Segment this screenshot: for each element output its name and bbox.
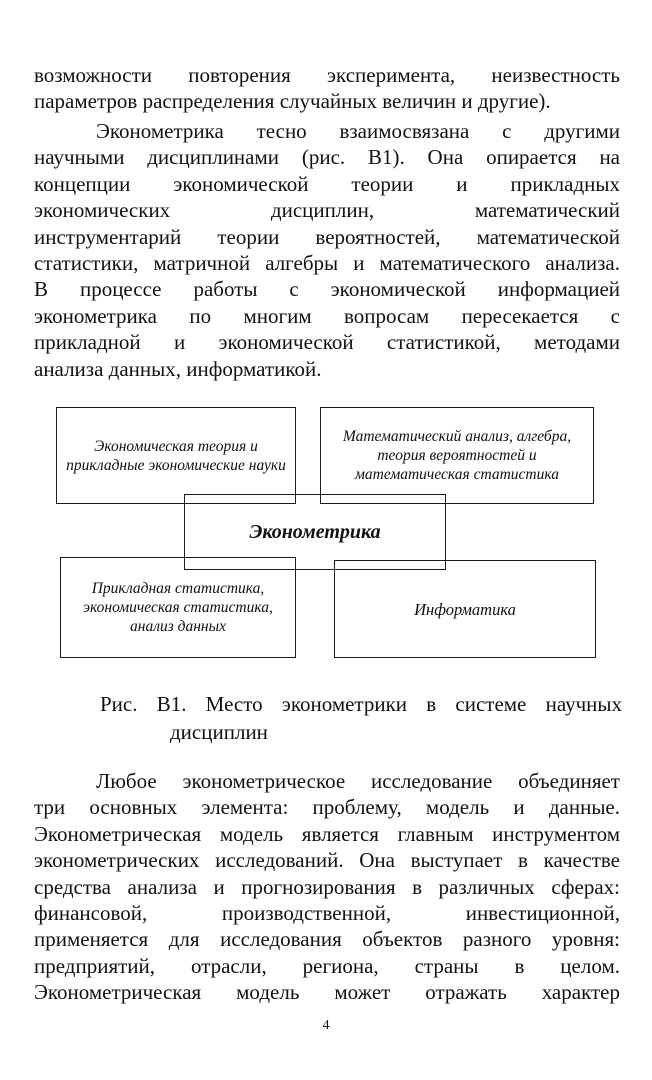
informatics-label: Информатика: [414, 599, 516, 619]
text-line: финансовой, производственной, инвестиционной,: [34, 900, 620, 925]
econometrics-center-box: [184, 494, 446, 570]
text-line: применяется для исследования объектов разного уровня:: [34, 927, 620, 952]
caption-line: Рис. В1. Место эконометрики в системе научных: [100, 692, 622, 716]
text-line: анализа данных, информатикой.: [34, 356, 322, 381]
text-line: эконометрика по многим вопросам пересекается с: [34, 303, 620, 328]
economic-theory-label: Экономическая теория и прикладные экономические науки: [66, 437, 286, 474]
text-line: инструментарий теории вероятностей, математической: [34, 224, 620, 249]
text-line: предприятий, отрасли, региона, страны в целом.: [34, 953, 620, 978]
text-line: возможности повторения эксперимента, неизвестность: [34, 63, 620, 87]
text-line: средства анализа и прогнозирования в различных сферах:: [34, 874, 620, 899]
text-line: Эконометрическая модель может отражать характер: [34, 980, 620, 1005]
figure-caption: [100, 690, 622, 746]
text-line: В процессе работы с экономической информацией: [34, 277, 620, 302]
text-line: статистики, матричной алгебры и математического анализа.: [34, 250, 620, 275]
text-line: три основных элемента: проблему, модель и данные.: [34, 795, 620, 820]
text-line: Любое эконометрическое исследование объединяет: [96, 769, 620, 793]
text-line: прикладной и экономической статистикой, методами: [34, 330, 620, 355]
paragraph-2: [34, 118, 620, 382]
economic-theory-box: [56, 407, 296, 504]
text-line: концепции экономической теории и прикладных: [34, 171, 620, 196]
paragraph-3: [34, 768, 620, 1006]
econometrics-diagram: [0, 400, 652, 670]
text-line: научными дисциплинами (рис. В1). Она опирается на: [34, 145, 620, 170]
text-line: параметров распределения случайных величин и другие).: [34, 89, 551, 114]
text-line: Эконометрика тесно взаимосвязана с другими: [96, 119, 620, 143]
applied-statistics-box: [60, 557, 296, 658]
text-line: Эконометрическая модель является главным инструментом: [34, 821, 620, 846]
page-number: 4: [322, 1018, 330, 1033]
caption-line: дисциплин: [170, 720, 268, 744]
applied-statistics-label: Прикладная статистика, экономическая статистика, анализ данных: [83, 580, 273, 635]
paragraph-1: [34, 62, 620, 115]
informatics-box: [334, 560, 596, 658]
mathematics-label: Математический анализ, алгебра, теория вероятностей и математическая статистика: [342, 428, 572, 483]
text-line: эконометрических исследований. Она выступает в качестве: [34, 848, 620, 873]
econometrics-label: Эконометрика: [249, 520, 381, 543]
text-line: экономических дисциплин, математический: [34, 198, 620, 223]
mathematics-box: [320, 407, 594, 504]
